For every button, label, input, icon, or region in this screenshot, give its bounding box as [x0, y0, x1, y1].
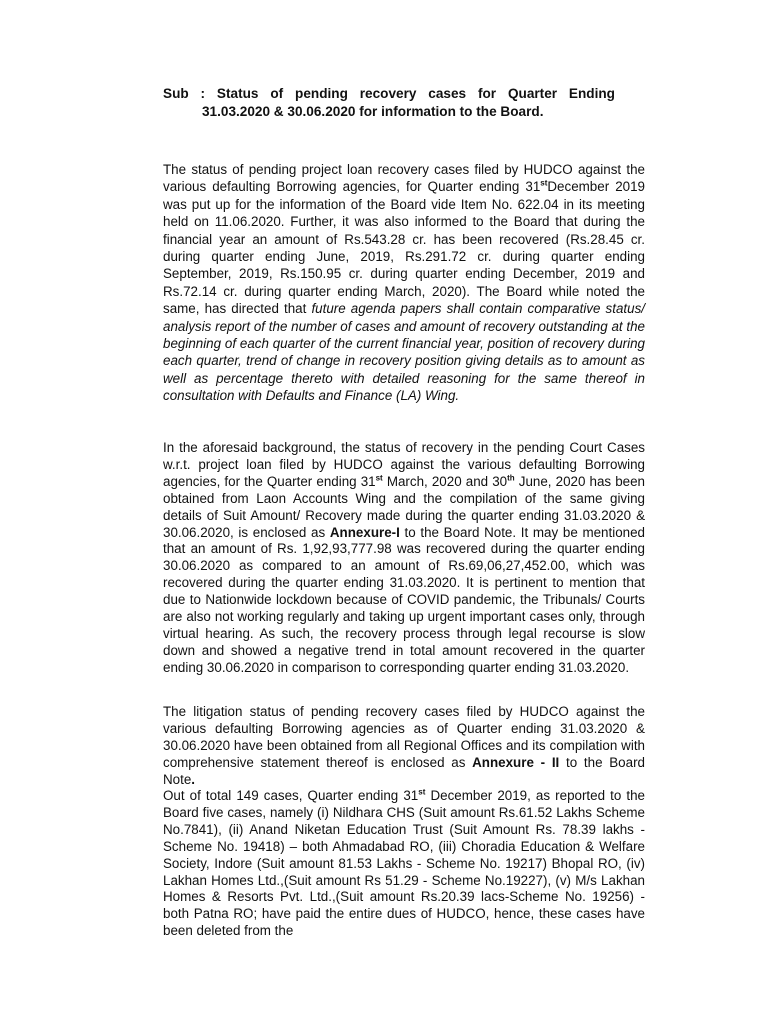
para2-text-c: June, 2020 has been obtained from Laon Accounts Wing and the compilation of the same giving details of Suit Amount/ Recovery made during the quarter ending 31.03.2020 & 30.06.2020, is enclosed as — [163, 473, 645, 540]
annexure-2-reference: Annexure - II — [472, 754, 560, 770]
paragraph-pending-status — [163, 161, 645, 405]
para2-text-b: March, 2020 and 30 — [382, 473, 508, 489]
para1-text-b: December 2019 was put up for the information of the Board vide Item No. 622.04 in its meeting held on 11.06.2020. Further, it was also informed to the Board that during the financial year an amount of Rs.543.28 cr. has been recovered (Rs.28.45 cr. during quarter ending June, 2019, Rs.291.72 cr. during quarter ending September, 2019, Rs.150.95 cr. during quarter ending December, 2019 and Rs.72.14 cr. during quarter ending March, 2020). The Board while noted the same, has directed that — [163, 179, 645, 317]
ordinal-suffix: th — [507, 473, 515, 483]
para2-text-a: In the aforesaid background, the status of recovery in the pending Court Cases w.r.t. project loan filed by HUDCO against the various defaulting Borrowing agencies, for the Quarter ending 31 — [163, 440, 645, 489]
para1-text-a: The status of pending project loan recovery cases filed by HUDCO against the various defaulting Borrowing agencies, for Quarter ending 31 — [163, 162, 645, 195]
para3-period: . — [191, 771, 196, 787]
subject-line-1: Sub : Status of pending recovery cases for Quarter Ending — [163, 86, 615, 101]
ordinal-suffix: st — [375, 473, 383, 483]
paragraph-deleted-cases — [163, 788, 645, 940]
para2-text-d: to the Board Note. It may be mentioned that an amount of Rs. 1,92,93,777.98 was recovered during the quarter ending 30.06.2020 as compared to an amount of Rs.69,06,27,452.00, which was recovered during the quarter ending 31.03.2020. It is pertinent to mention that due to Nationwide lockdown because of COVID pandemic, the Tribunals/ Courts are also not working regularly and taking up urgent important cases only, through virtual hearing. As such, the recovery process through legal recourse is slow down and showed a negative trend in total amount recovered in the quarter ending 30.06.2020 in comparison to corresponding quarter ending 31.03.2020. — [163, 524, 645, 675]
annexure-1-reference: Annexure-I — [329, 524, 400, 540]
para4-text-b: December 2019, as reported to the Board five cases, namely (i) Nildhara CHS (Suit amount Rs.61.52 Lakhs Scheme No.7841), (ii) Anand Niketan Education Trust (Suit Amount Rs. 78.39 lakhs -Scheme No. 19418) – both Ahmadabad RO, (iii) Choradia Education & Welfare Society, Indore (Suit amount 81.53 Lakhs - Scheme No. 19217) Bhopal RO, (iv) Lakhan Homes Ltd.,(Suit amount Rs 51.29 - Scheme No.19227), (v) M/s Lakhan Homes & Resorts Pvt. Ltd.,(Suit amount Rs.20.39 lacs-Scheme No. 19256) - both Patna RO; have paid the entire dues of HUDCO, hence, these cases have been deleted from the — [163, 788, 645, 939]
para3-text-a: The litigation status of pending recovery cases filed by HUDCO against the various defaulting Borrowing agencies as of Quarter ending 31.03.2020 & 30.06.2020 have been obtained from all Regional Offices and its compilation with comprehensive statement thereof is enclosed as — [163, 704, 645, 770]
ordinal-suffix: st — [540, 178, 548, 188]
paragraph-litigation-status — [163, 704, 645, 789]
para3-text-b: to the Board Note — [163, 754, 645, 787]
ordinal-suffix: st — [418, 787, 426, 797]
board-directive-italic: future agenda papers shall contain comparative status/ analysis report of the number of cases and amount of recovery outstanding at the beginning of each quarter of the current financial year, position of recovery during each quarter, trend of change in recovery position giving details as to amount as well as percentage thereto with detailed reasoning for the same thereof in consultation with Defaults and Finance (LA) Wing. — [163, 301, 645, 404]
paragraph-recovery-background — [163, 440, 645, 677]
subject-heading — [163, 85, 615, 121]
para4-text-a: Out of total 149 cases, Quarter ending 31 — [163, 788, 419, 803]
subject-line-2: 31.03.2020 & 30.06.2020 for information to the Board. — [202, 104, 544, 119]
